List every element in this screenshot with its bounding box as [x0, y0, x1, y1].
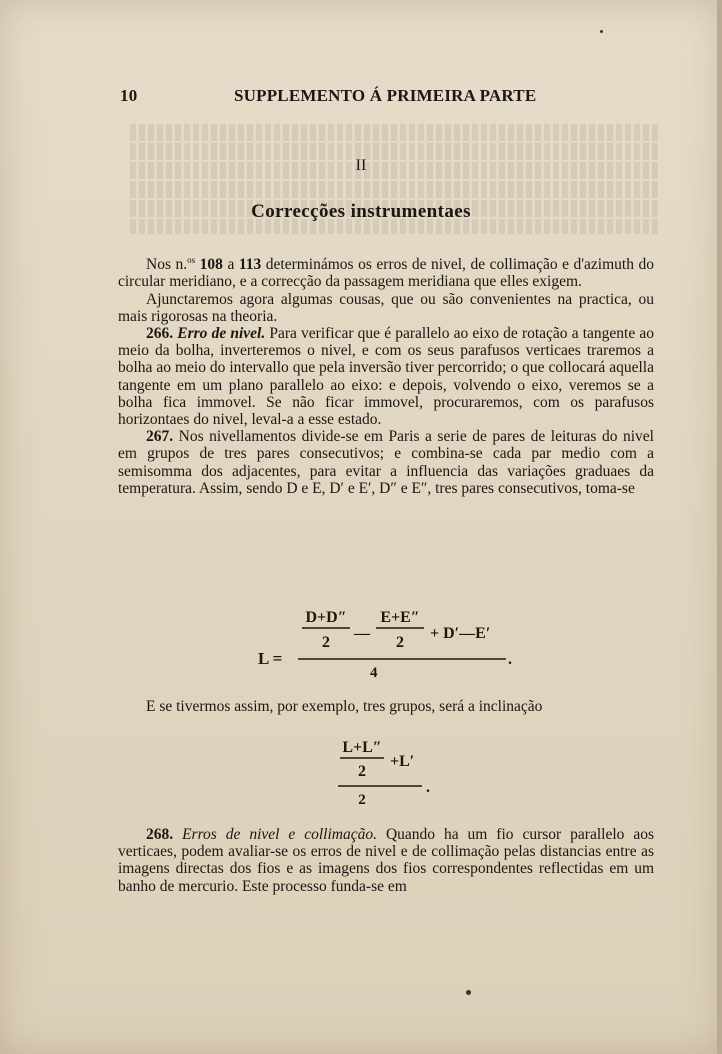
formula2-tail: +L′: [390, 753, 415, 770]
formula-level-combination: [256, 604, 526, 684]
formula2-outer-denominator: 2: [358, 792, 366, 808]
formula-inclination: [334, 734, 444, 810]
formula-minus: —: [354, 625, 370, 642]
paragraph-266: 266. Erro de nivel. Para verificar que é parallelo ao eixo de rotação a tangente ao meio da bolha, inverteremos o nivel, e com os seus parafusos verticaes traremos a bolha ao meio do intervallo que pela inversão tiver percorrido; o que collocará aquella tangente em um plano parallelo ao eixo: e depois, volvendo o eixo, veremos se a bolha fica immovel. Se não ficar immovel, procuraremos, com os parafusos horizontaes do nivel, leval-a a esse estado.: [118, 324, 655, 428]
body-text-lower: [118, 826, 654, 895]
page-header: [120, 86, 660, 112]
formula2-denominator: 2: [358, 763, 366, 780]
formula-denominator-1: 2: [322, 634, 330, 651]
formula-denominator-2: 2: [396, 634, 404, 651]
formula2-numerator: L+L″: [342, 739, 382, 756]
formula-tail: + D′—E′: [430, 625, 491, 642]
formula-numerator-2: E+E″: [380, 609, 420, 626]
formula-end: .: [508, 651, 512, 668]
paragraph-three-groups: E se tivermos assim, por exemplo, tres grupos, será a inclinação: [146, 698, 543, 715]
body-text-upper: [118, 252, 654, 497]
paragraph-intro: Nos n.$^{os}$ 108 a 113 determinámos os erros de nivel, de collimação e d'azimuth do circular meridiano, e a correcção da passagem meridiana que elles exigem.: [118, 255, 654, 291]
formula-outer-denominator: 4: [370, 665, 378, 681]
paragraph-268: 268. Erros de nivel e collimação. Quando ha um fio cursor parallelo aos verticaes, podem avaliar-se os erros de nivel e de collimação pelas distancias entre as imagens directas dos fios e as imagens dos fios correspondentes reflectidas em um banho de mercurio. Este processo funda-se em: [118, 826, 654, 895]
page-number: 10: [120, 86, 138, 105]
paragraph-adjunct: Ajunctaremos agora algumas cousas, que ou são convenientes na practica, ou mais rigorosas na theoria.: [118, 290, 654, 325]
section-number: II: [355, 157, 367, 174]
ink-speck: [466, 990, 471, 995]
paragraph-267: 267. Nos nivellamentos divide-se em Paris a serie de pares de leituras do nivel em grupos de tres pares consecutivos; e combina-se cada par medio com a semisomma dos adjacentes, para evitar a influencia das variações graduaes da temperatura. Assim, sendo D e E, D′ e E′, D″ e E″, tres pares consecutivos, toma-se: [118, 428, 654, 497]
formula-numerator-1: D+D″: [305, 609, 347, 626]
formula-lhs: L =: [258, 649, 283, 668]
running-head: SUPPLEMENTO Á PRIMEIRA PARTE: [234, 86, 537, 105]
section-title: Correcções instrumentaes: [251, 201, 471, 222]
ink-speck: [600, 30, 603, 33]
formula2-end: .: [426, 779, 430, 796]
